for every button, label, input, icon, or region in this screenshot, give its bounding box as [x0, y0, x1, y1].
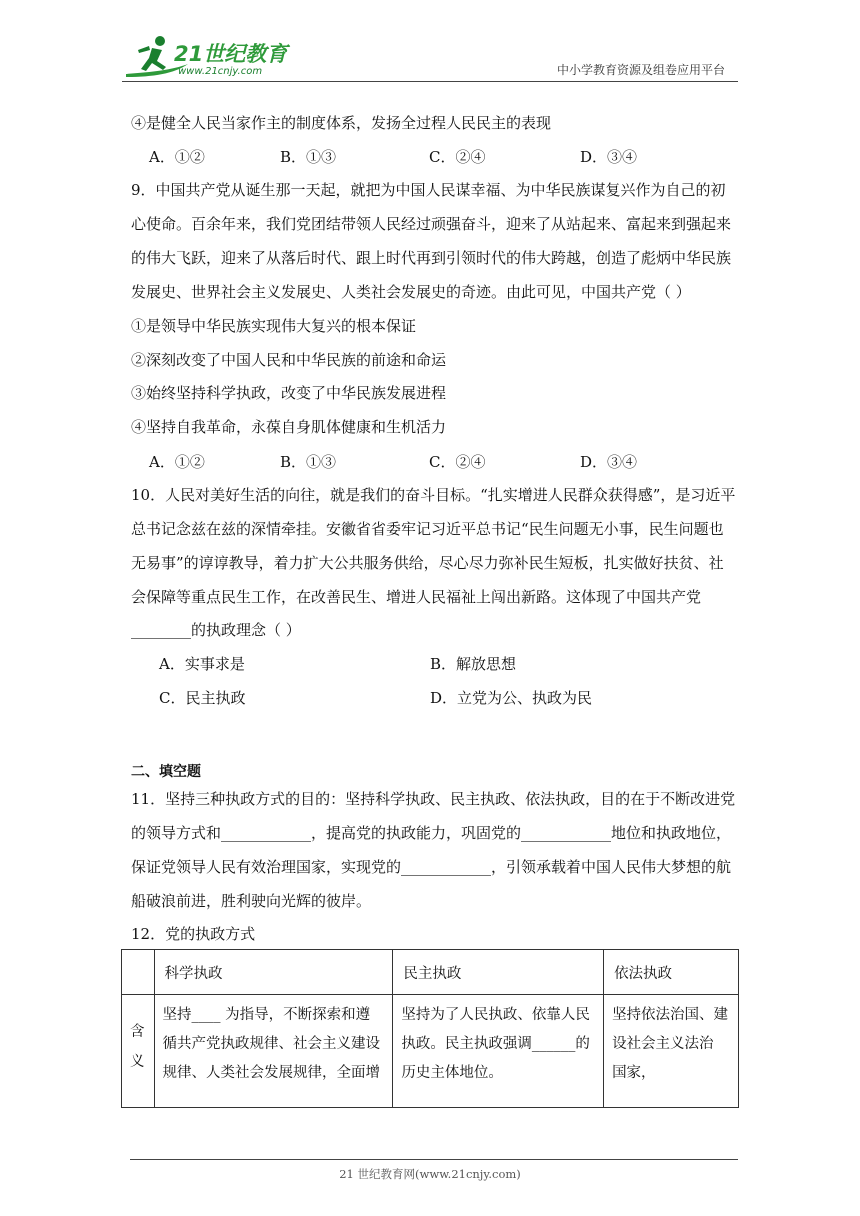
q9-statement-2: ②深刻改变了中国人民和中华民族的前途和命运 [131, 351, 447, 369]
cell-line: 执政。民主执政强调______的 [401, 1036, 590, 1052]
header-platform-text: 中小学教育资源及组卷应用平台 [556, 63, 725, 77]
row-label-char: 义 [130, 1054, 145, 1070]
q9-statement-3: ③始终坚持科学执政，改变了中华民族发展进程 [131, 384, 447, 402]
cell-line: 坚持____ 为指导，不断探索和遵 [162, 1007, 371, 1023]
table-corner-cell [122, 950, 155, 995]
q9-stem-line: 心使命。百余年来，我们党团结带领人民经过顽强奋斗，迎来了从站起来、富起来到强起来 [131, 215, 732, 233]
table-header-cell [393, 950, 604, 995]
q10-stem-line: 10．人民对美好生活的向往，就是我们的奋斗目标。“扎实增进人民群众获得感”，是习近平 [131, 486, 736, 504]
table-header-cell [154, 950, 393, 995]
table-row [122, 995, 739, 1108]
cell-line: 规律、人类社会发展规律，全面增 [162, 1065, 381, 1081]
table-header-cell [604, 950, 739, 995]
header-divider [122, 81, 738, 82]
q9-option-a[interactable]: A．①② [149, 453, 205, 471]
q10-stem-line: 总书记念兹在兹的深情牵挂。安徽省省委牢记习近平总书记“民生问题无小事，民生问题也 [131, 520, 724, 538]
svg-text:21世纪教育: 21世纪教育 [174, 42, 288, 66]
q10-option-d[interactable]: D．立党为公、执政为民 [430, 689, 593, 707]
q9-stem-line: 的伟大飞跃，迎来了从落后时代、跟上时代再到引领时代的伟大跨越，创造了彪炳中华民族 [131, 249, 732, 267]
q10-stem-line: 无易事”的谆谆教导，着力扩大公共服务供给，尽心尽力弥补民生短板，扎实做好扶贫、社 [131, 554, 724, 572]
svg-text:www.21cnjy.com: www.21cnjy.com [178, 66, 263, 77]
cell-line: 历史主体地位。 [401, 1065, 503, 1081]
table-cell [604, 995, 739, 1108]
table-header-label: 民主执政 [403, 966, 462, 982]
cell-line: 坚持为了人民执政、依靠人民 [401, 1007, 590, 1023]
q11-stem-line: 的领导方式和____________，提高党的执政能力，巩固党的____________地位和执政地位， [131, 824, 732, 842]
table-header-label: 依法执政 [614, 966, 673, 982]
q8-option-c[interactable]: C．②④ [429, 148, 486, 166]
q11-stem-line: 船破浪前进，胜利驶向光辉的彼岸。 [131, 892, 372, 910]
q9-stem-line: 9．中国共产党从诞生那一天起，就把为中国人民谋幸福、为中华民族谋复兴作为自己的初 [131, 181, 726, 199]
row-label-cell [122, 995, 155, 1108]
table-cell [393, 995, 604, 1108]
q9-option-c[interactable]: C．②④ [429, 453, 486, 471]
footer-divider [130, 1159, 738, 1160]
q11-stem-line: 保证党领导人民有效治理国家，实现党的____________，引领承载着中国人民伟大梦想的航 [131, 858, 732, 876]
site-logo [122, 34, 292, 80]
q10-option-a[interactable]: A．实事求是 [159, 655, 245, 673]
table-header-label: 科学执政 [164, 966, 223, 982]
q10-option-c[interactable]: C．民主执政 [159, 689, 246, 707]
q8-option-b[interactable]: B．①③ [280, 148, 337, 166]
table-header-row [122, 950, 739, 995]
cell-line: 设社会主义法治 [612, 1036, 714, 1052]
q9-statement-1: ①是领导中华民族实现伟大复兴的根本保证 [131, 317, 417, 335]
q8-option-a[interactable]: A．①② [149, 148, 205, 166]
cell-line: 国家， [612, 1065, 656, 1081]
runner-logo-icon [122, 34, 292, 80]
q9-stem-line: 发展史、世界社会主义发展史、人类社会发展史的奇迹。由此可见，中国共产党（ ） [131, 283, 691, 301]
q11-stem-line: 11．坚持三种执政方式的目的：坚持科学执政、民主执政、依法执政，目的在于不断改进党 [131, 790, 736, 808]
footer-link[interactable]: 21 世纪教育网(www.21cnjy.com) [339, 1167, 521, 1181]
q8-option-d[interactable]: D．③④ [580, 148, 638, 166]
q9-option-d[interactable]: D．③④ [580, 453, 638, 471]
q10-stem-line: ________的执政理念（ ） [131, 621, 301, 639]
cell-line: 坚持依法治国、建 [612, 1007, 729, 1023]
q10-option-b[interactable]: B．解放思想 [430, 655, 517, 673]
q9-option-b[interactable]: B．①③ [280, 453, 337, 471]
cell-line: 循共产党执政规律、社会主义建设 [162, 1036, 381, 1052]
q8-statement-4: ④是健全人民当家作主的制度体系，发扬全过程人民民主的表现 [131, 114, 552, 132]
q9-statement-4: ④坚持自我革命，永葆自身肌体健康和生机活力 [131, 418, 447, 436]
q10-stem-line: 会保障等重点民生工作，在改善民生、增进人民福祉上闯出新路。这体现了中国共产党 [131, 588, 702, 606]
section-title: 二、填空题 [131, 764, 201, 780]
governance-table [121, 949, 739, 1108]
table-cell [154, 995, 393, 1108]
row-label-char: 含 [130, 1024, 145, 1040]
q12-stem: 12．党的执政方式 [131, 925, 256, 943]
